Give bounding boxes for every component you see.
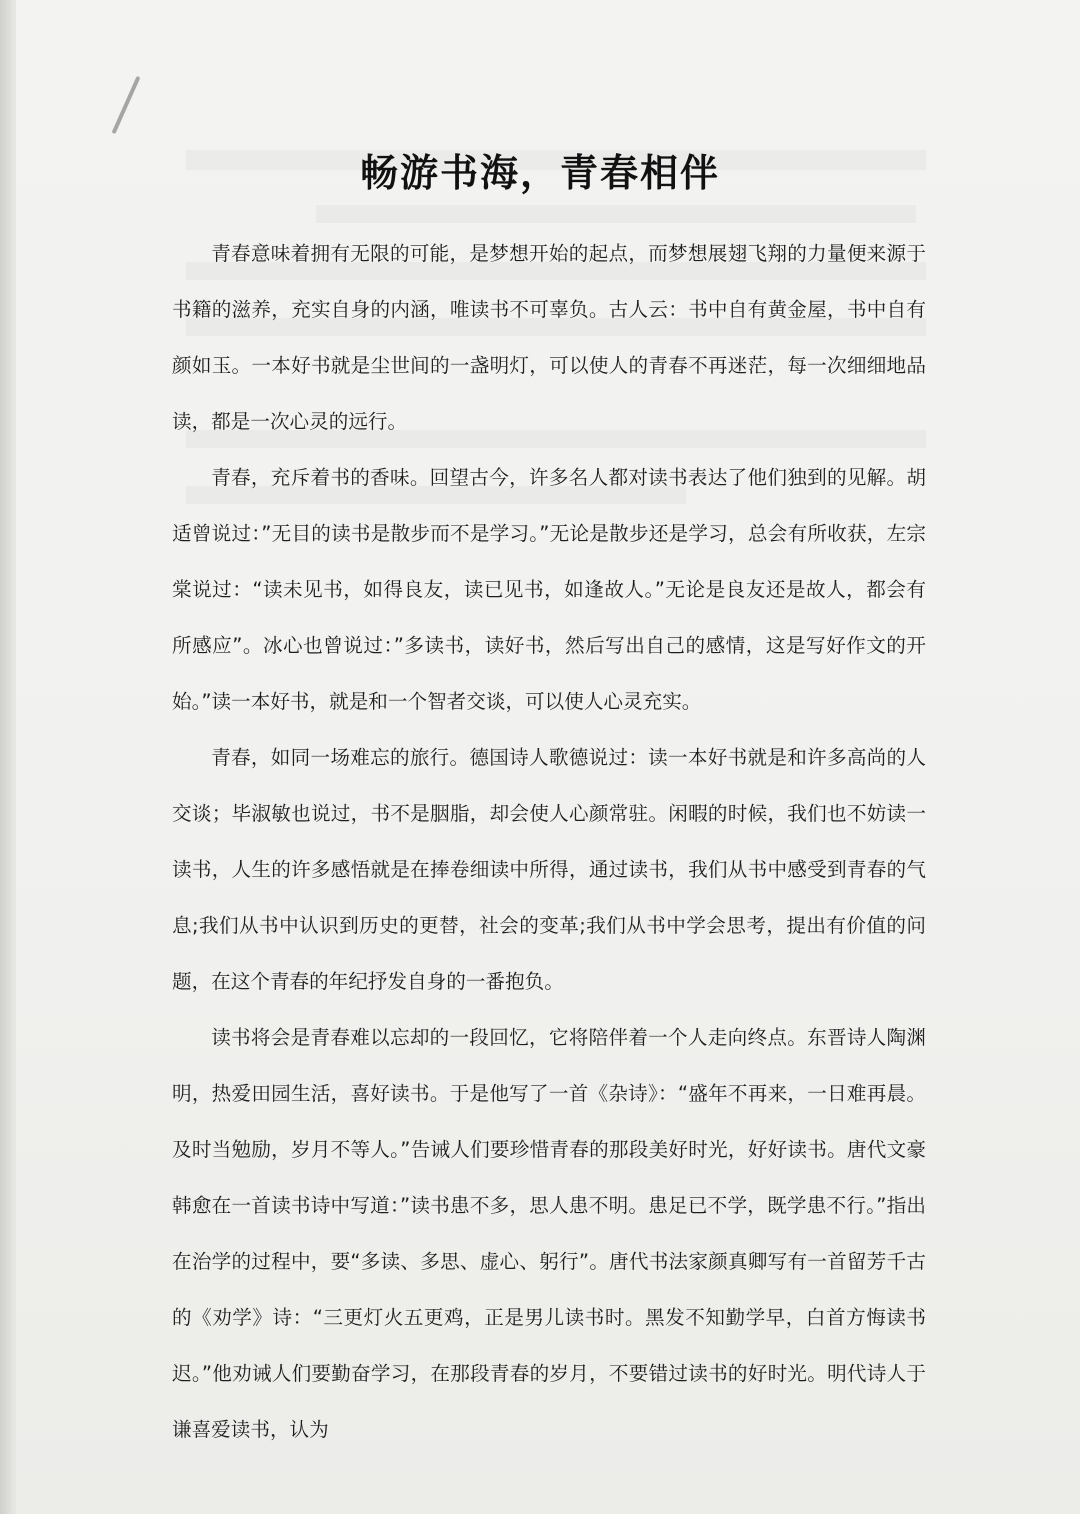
paragraph-4: 读书将会是青春难以忘却的一段回忆，它将陪伴着一个人走向终点。东晋诗人陶渊明，热爱田园生活，喜好读书。于是他写了一首《杂诗》：“盛年不再来，一日难再晨。及时当勉励，岁月不等人。”告诫人们要珍惜青春的那段美好时光，好好读书。唐代文豪韩愈在一首读书诗中写道：”读书患不多，思人患不明。患足已不学，既学患不行。”指出在治学的过程中，要“多读、多思、虚心、躬行”。唐代书法家颜真卿写有一首留芳千古的《劝学》诗：“三更灯火五更鸡，正是男儿读书时。黑发不知勤学早，白首方悔读书迟。”他劝诫人们要勤奋学习，在那段青春的岁月，不要错过读书的好时光。明代诗人于谦喜爱读书，认为 xyxy=(172,1026,926,1441)
show-through-texture xyxy=(316,205,916,223)
document-body xyxy=(172,226,926,1458)
document-title: 畅游书海，青春相伴 xyxy=(359,151,720,195)
pencil-mark xyxy=(112,76,141,134)
paragraph-1: 青春意味着拥有无限的可能，是梦想开始的起点，而梦想展翅飞翔的力量便来源于书籍的滋养，充实自身的内涵，唯读书不可辜负。古人云：书中自有黄金屋，书中自有颜如玉。一本好书就是尘世间的一盏明灯，可以使人的青春不再迷茫，每一次细细地品读，都是一次心灵的远行。 xyxy=(172,242,926,433)
paragraph-3: 青春，如同一场难忘的旅行。德国诗人歌德说过：读一本好书就是和许多高尚的人交谈；毕淑敏也说过，书不是胭脂，却会使人心颜常驻。闲暇的时候，我们也不妨读一读书，人生的许多感悟就是在捧卷细读中所得，通过读书，我们从书中感受到青春的气息;我们从书中认识到历史的更替，社会的变革;我们从书中学会思考，提出有价值的问题，在这个青春的年纪抒发自身的一番抱负。 xyxy=(172,746,926,993)
paragraph-2: 青春，充斥着书的香味。回望古今，许多名人都对读书表达了他们独到的见解。胡适曾说过：”无目的读书是散步而不是学习。”无论是散步还是学习，总会有所收获，左宗棠说过：“读未见书，如得良友，读已见书，如逢故人。”无论是良友还是故人，都会有所感应”。冰心也曾说过：”多读书，读好书，然后写出自己的感情，这是写好作文的开始。”读一本好书，就是和一个智者交谈，可以使人心灵充实。 xyxy=(172,466,926,713)
